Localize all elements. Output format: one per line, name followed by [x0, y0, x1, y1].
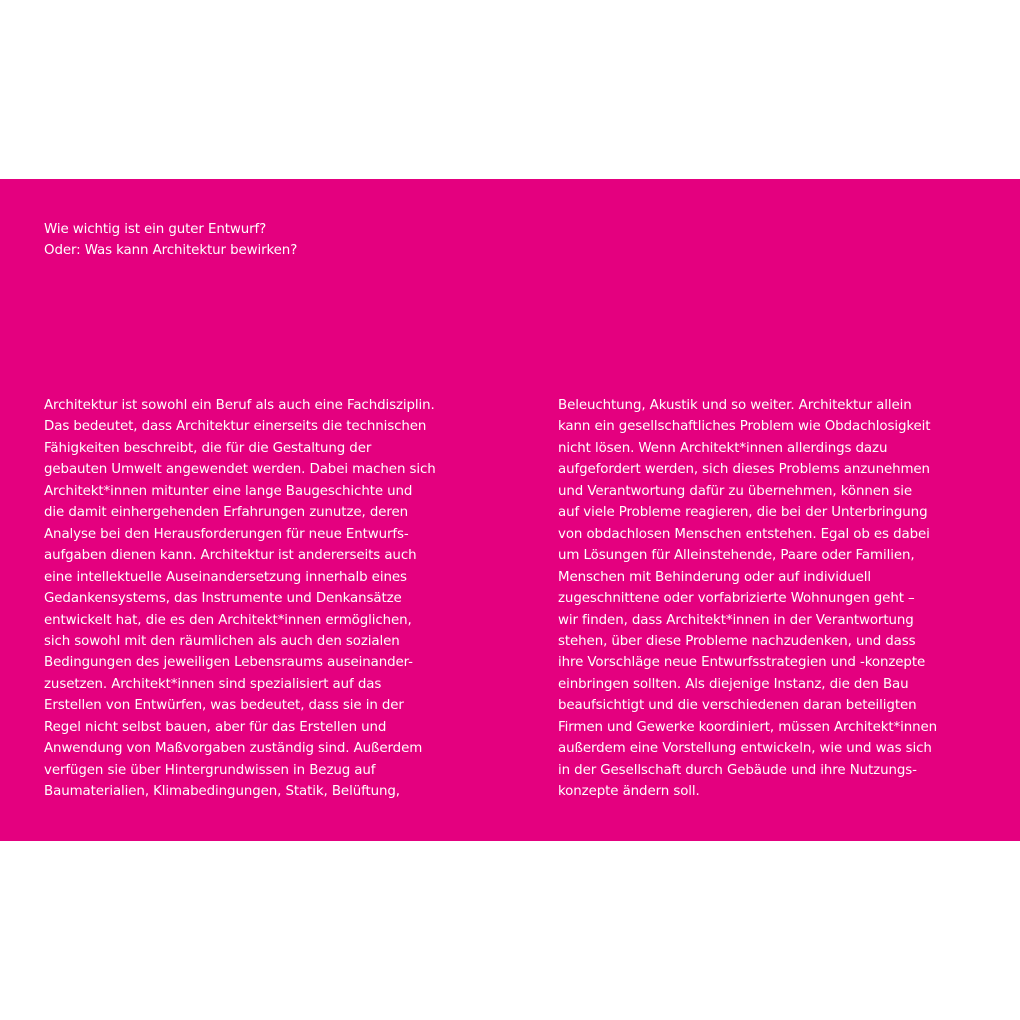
text-line: verfügen sie über Hintergrundwissen in Bezug auf: [44, 762, 376, 778]
text-line: Architektur ist sowohl ein Beruf als auch eine Fachdisziplin.: [44, 398, 435, 413]
text-line: von obdachlosen Menschen entstehen. Egal ob es dabei: [558, 526, 930, 542]
text-line: zugeschnittene oder vorfabrizierte Wohnungen geht –: [558, 591, 915, 607]
text-line: konzepte ändern soll.: [558, 784, 700, 800]
text-line: um Lösungen für Alleinstehende, Paare oder Familien,: [558, 548, 915, 564]
text-line: Architekt*innen mitunter eine lange Baugeschichte und: [44, 483, 413, 499]
page-heading: [44, 219, 464, 262]
text-line: einbringen sollten. Als diejenige Instanz, die den Bau: [558, 676, 909, 692]
text-line: gebauten Umwelt angewendet werden. Dabei machen sich: [44, 462, 436, 478]
text-line: Erstellen von Entwürfen, was bedeutet, dass sie in der: [44, 698, 404, 714]
text-line: stehen, über diese Probleme nachzudenken, und dass: [558, 633, 916, 649]
left-text-column: [44, 395, 484, 803]
text-line: und Verantwortung dafür zu übernehmen, können sie: [558, 483, 913, 499]
text-line: außerdem eine Vorstellung entwickeln, wie und was sich: [558, 741, 932, 757]
magenta-text-panel: [0, 179, 1020, 841]
text-line: Baumaterialien, Klimabedingungen, Statik, Belüftung,: [44, 784, 400, 800]
text-line: Analyse bei den Herausforderungen für neue Entwurfs-: [44, 526, 409, 542]
text-line: Beleuchtung, Akustik und so weiter. Architektur allein: [558, 398, 912, 413]
text-line: sich sowohl mit den räumlichen als auch den sozialen: [44, 633, 400, 649]
text-line: ihre Vorschläge neue Entwurfsstrategien und -konzepte: [558, 655, 926, 671]
text-line: Bedingungen des jeweiligen Lebensraums auseinander-: [44, 655, 413, 671]
text-line: aufgefordert werden, sich dieses Problems anzunehmen: [558, 462, 930, 478]
text-line: Gedankensystems, das Instrumente und Denkansätze: [44, 591, 402, 607]
text-line: Menschen mit Behinderung oder auf individuell: [558, 569, 872, 585]
text-line: wir finden, dass Architekt*innen in der Verantwortung: [558, 612, 914, 628]
heading-line-2: Oder: Was kann Architektur bewirken?: [44, 243, 298, 259]
text-line: eine intellektuelle Auseinandersetzung innerhalb eines: [44, 569, 407, 585]
text-line: zusetzen. Architekt*innen sind spezialisiert auf das: [44, 676, 382, 692]
text-line: Fähigkeiten beschreibt, die für die Gestaltung der: [44, 440, 372, 456]
text-line: auf viele Probleme reagieren, die bei der Unterbringung: [558, 505, 928, 521]
heading-line-1: Wie wichtig ist ein guter Entwurf?: [44, 222, 267, 237]
text-line: aufgaben dienen kann. Architektur ist andererseits auch: [44, 548, 417, 564]
text-line: entwickelt hat, die es den Architekt*innen ermöglichen,: [44, 612, 412, 628]
text-line: Anwendung von Maßvorgaben zuständig sind. Außerdem: [44, 741, 423, 757]
text-line: kann ein gesellschaftliches Problem wie Obdachlosigkeit: [558, 419, 931, 435]
text-line: Regel nicht selbst bauen, aber für das Erstellen und: [44, 719, 387, 735]
text-line: in der Gesellschaft durch Gebäude und ihre Nutzungs-: [558, 762, 917, 778]
text-line: die damit einhergehenden Erfahrungen zunutze, deren: [44, 505, 408, 521]
text-line: beaufsichtigt und die verschiedenen daran beteiligten: [558, 698, 917, 714]
text-line: Das bedeutet, dass Architektur einerseits die technischen: [44, 419, 427, 435]
text-line: nicht lösen. Wenn Architekt*innen allerdings dazu: [558, 440, 888, 456]
text-line: Firmen und Gewerke koordiniert, müssen Architekt*innen: [558, 719, 938, 735]
right-text-column: [558, 395, 998, 803]
